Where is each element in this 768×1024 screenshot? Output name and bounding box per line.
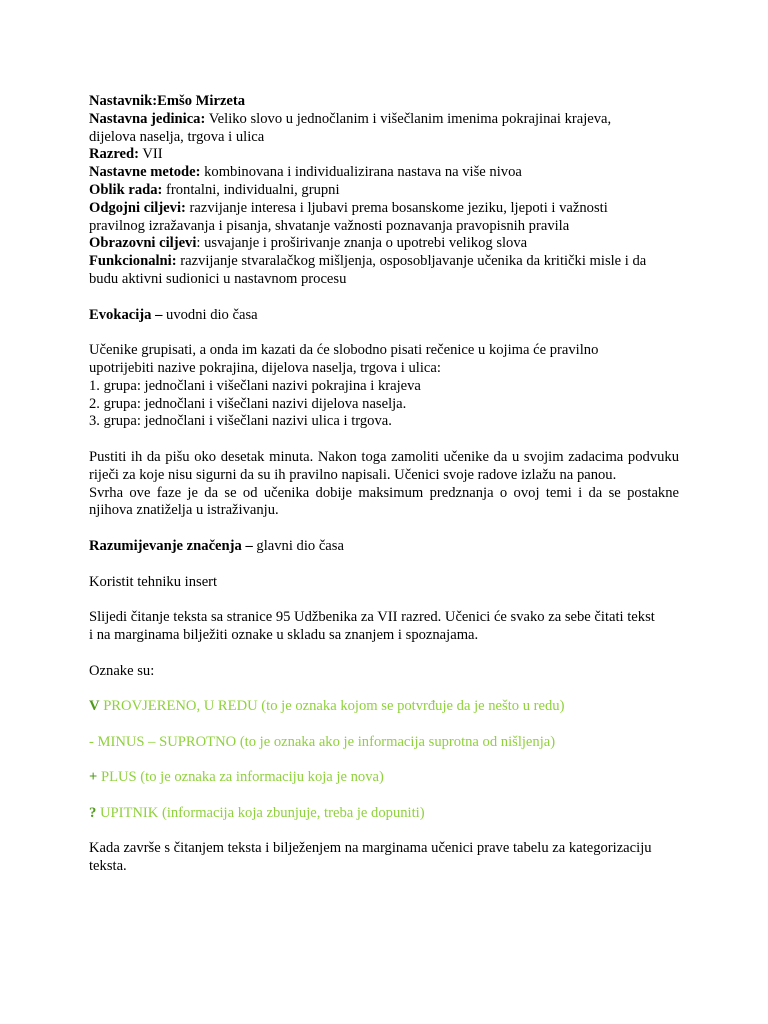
mark-check-line	[89, 698, 679, 716]
edu-goals-text-1: razvijanje interesa i ljubavi prema bosanskome jeziku, ljepoti i važnosti	[185, 199, 608, 216]
func-line	[89, 253, 679, 271]
spacer	[89, 289, 679, 307]
closing-l2: teksta.	[89, 858, 127, 875]
teacher-name: Emšo Mirzeta	[157, 93, 246, 109]
func-line-2: budu aktivni sudionici u nastavnom procesu	[89, 270, 347, 287]
group-1: 1. grupa: jednočlani i višečlani nazivi pokrajina i krajeva	[89, 377, 421, 394]
group-2: 2. grupa: jednočlani i višečlani nazivi dijelova naselja.	[89, 395, 407, 412]
form-line	[89, 182, 679, 200]
mark-check-text: PROVJERENO, U REDU (to je oznaka kojom se potvrđuje da je nešto u redu)	[99, 698, 565, 715]
teacher-line	[89, 93, 679, 111]
spacer	[89, 645, 679, 663]
evocation-heading	[89, 307, 679, 325]
mark-minus-line: - MINUS – SUPROTNO (to je oznaka ako je informacija suprotna od nišljenja)	[89, 733, 556, 750]
evocation-paragraph-2	[89, 449, 679, 485]
methods-line	[89, 164, 679, 182]
grade-value: VII	[138, 146, 163, 163]
question-mark-symbol: ?	[89, 804, 97, 821]
check-mark-symbol: V	[89, 698, 100, 715]
evocation-paragraph-1	[89, 342, 679, 378]
technique-line: Koristit tehniku insert	[89, 573, 218, 590]
reading-l1: Slijedi čitanje teksta sa stranice 95 Udžbenika za VII razred. Učenici će svako za sebe čitati tekst	[89, 609, 655, 626]
grade-line	[89, 146, 679, 164]
evocation-p1-l1: Učenike grupisati, a onda im kazati da će slobodno pisati rečenice u kojima će pravilno	[89, 342, 599, 359]
reading-l2: i na marginama bilježiti oznake u skladu sa znanjem i spoznajama.	[89, 626, 479, 643]
closing-paragraph	[89, 840, 679, 876]
evocation-p1-l2: upotrijebiti nazive pokrajina, dijelova naselja, trgova i ulica:	[89, 359, 441, 376]
spacer	[89, 680, 679, 698]
closing-l1: Kada završe s čitanjem teksta i bilježenjem na marginama učenici prave tabelu za kategorizaciju	[89, 840, 652, 857]
evocation-title: Evokacija –	[89, 306, 163, 323]
func-label: Funkcionalni:	[89, 253, 177, 270]
methods-label: Nastavne metode:	[89, 164, 201, 181]
mark-plus-line	[89, 769, 679, 787]
ed-goals-text: : usvajanje i proširivanje znanja o upotrebi velikog slova	[196, 235, 528, 252]
unit-label: Nastavna jedinica:	[89, 110, 206, 127]
evocation-paragraph-3	[89, 485, 679, 521]
reading-paragraph	[89, 609, 679, 645]
evocation-p2-l2: podvuku riječi za koje nisu sigurni da su ih pravilno napisali. Učenici svoje radove izlažu na	[89, 448, 679, 483]
methods-value: kombinovana i individualizirana nastava na više nivoa	[200, 164, 522, 181]
spacer	[89, 591, 679, 609]
spacer	[89, 823, 679, 841]
ed-goals-label: Obrazovni ciljevi	[89, 235, 197, 252]
form-label: Oblik rada:	[89, 181, 163, 198]
teacher-label: Nastavnik:	[89, 93, 158, 109]
understanding-title: Razumijevanje značenja –	[89, 537, 253, 554]
mark-question-text: UPITNIK (informacija koja zbunjuje, treba je dopuniti)	[96, 804, 425, 821]
spacer	[89, 324, 679, 342]
unit-text-1: Veliko slovo u jednočlanim i višečlanim imenima pokrajinai krajeva,	[205, 110, 612, 127]
edu-goals-line-2: pravilnog izražavanja i pisanja, shvatanje važnosti poznavanja pravopisnih pravila	[89, 217, 570, 234]
mark-question-line	[89, 805, 679, 823]
ed-goals-line	[89, 235, 679, 253]
spacer	[89, 716, 679, 734]
spacer	[89, 431, 679, 449]
evocation-p3-l2: njihova znatiželja u istraživanju.	[89, 502, 279, 519]
edu-goals-label: Odgojni ciljevi:	[89, 199, 186, 216]
spacer	[89, 751, 679, 769]
understanding-subtitle: glavni dio časa	[252, 537, 344, 554]
mark-plus-text: PLUS (to je oznaka za informaciju koja je nova)	[97, 769, 384, 786]
marks-intro: Oznake su:	[89, 662, 155, 679]
func-text-1: razvijanje stvaralačkog mišljenja, osposobljavanje učenika da kritički misle i da	[176, 253, 647, 270]
evocation-subtitle: uvodni dio časa	[162, 306, 258, 323]
unit-line	[89, 111, 679, 129]
evocation-p2-l1: Pustiti ih da pišu oko desetak minuta. Nakon toga zamoliti učenike da u svojim zadacima	[89, 448, 624, 465]
plus-mark-symbol: +	[89, 769, 98, 786]
spacer	[89, 787, 679, 805]
group-3: 3. grupa: jednočlani i višečlani nazivi ulica i trgova.	[89, 413, 392, 430]
form-value: frontalni, individualni, grupni	[162, 181, 340, 198]
spacer	[89, 556, 679, 574]
evocation-p3-l1: Svrha ove faze je da se od učenika dobije maksimum predznanja o ovoj temi i da se postakne	[89, 484, 679, 501]
spacer	[89, 520, 679, 538]
edu-goals-line	[89, 200, 679, 218]
evocation-p2-l3: panou.	[576, 466, 617, 483]
grade-label: Razred:	[89, 146, 139, 163]
understanding-heading	[89, 538, 679, 556]
unit-line-2: dijelova naselja, trgova i ulica	[89, 128, 265, 145]
